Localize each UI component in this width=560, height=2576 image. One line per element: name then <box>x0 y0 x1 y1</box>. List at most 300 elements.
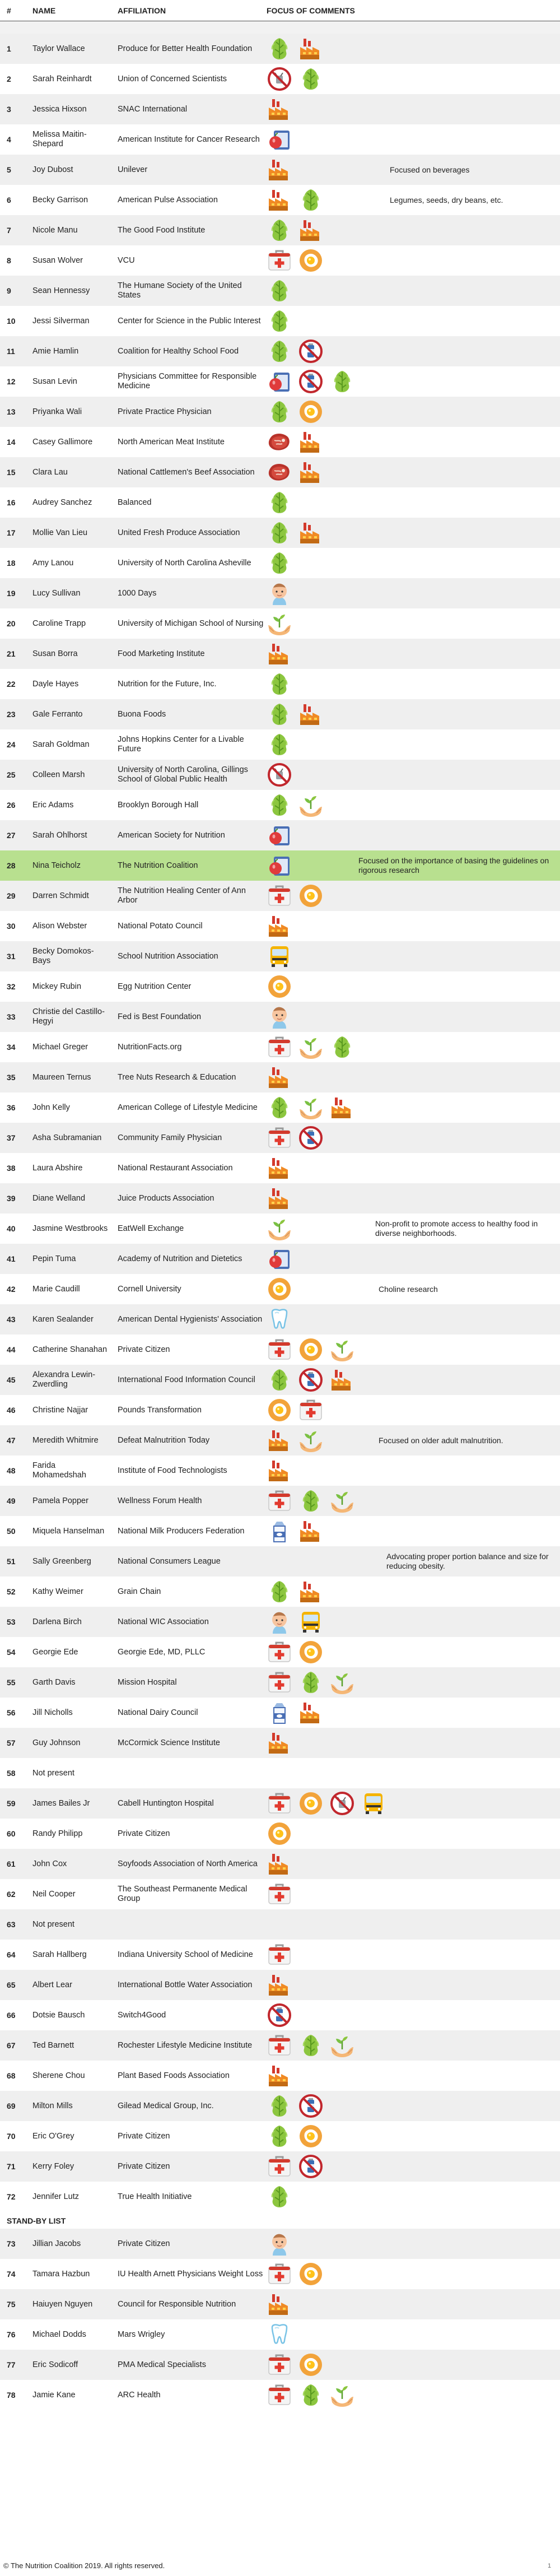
apple-tablet-icon <box>267 1246 292 1272</box>
row-number: 36 <box>7 1103 16 1112</box>
table-row <box>0 729 560 760</box>
row-number: 69 <box>7 2101 16 2110</box>
table-row <box>0 1728 560 1758</box>
speaker-name: Dayle Hayes <box>32 679 79 689</box>
row-number: 6 <box>7 196 11 204</box>
table-row <box>0 1062 560 1092</box>
no-entry-icon <box>267 66 292 92</box>
factory-icon <box>298 429 324 455</box>
table-row <box>0 820 560 850</box>
speaker-name: Pamela Popper <box>32 1496 88 1505</box>
focus-icons <box>267 368 355 396</box>
comment-note: Legumes, seeds, dry beans, etc. <box>390 195 503 204</box>
focus-icons <box>267 2260 324 2288</box>
table-row <box>0 1456 560 1486</box>
table-row <box>0 1002 560 1032</box>
speaker-name: James Bailes Jr <box>32 1798 90 1808</box>
speaker-affiliation: North American Meat Institute <box>118 437 225 447</box>
first-aid-kit-icon <box>267 1791 292 1816</box>
focus-icons <box>267 2062 292 2090</box>
apple-tablet-icon <box>267 127 292 152</box>
table-row <box>0 2289 560 2319</box>
lettuce-icon <box>329 369 355 394</box>
focus-icons <box>267 821 292 849</box>
row-number: 77 <box>7 2360 16 2369</box>
table-row <box>0 1607 560 1637</box>
apple-tablet-icon <box>267 369 292 394</box>
speaker-affiliation: Mission Hospital <box>118 1677 177 1687</box>
table-row <box>0 124 560 155</box>
first-aid-kit-icon <box>267 2382 292 2408</box>
lettuce-icon <box>298 2033 324 2058</box>
row-number: 51 <box>7 1557 16 1566</box>
comment-note: Focused on beverages <box>390 165 470 174</box>
row-number: 66 <box>7 2011 16 2020</box>
row-number: 12 <box>7 377 16 386</box>
focus-icons <box>267 761 292 789</box>
speaker-name: Nicole Manu <box>32 225 78 235</box>
speaker-affiliation: Private Citizen <box>118 1345 170 1354</box>
apple-tablet-icon <box>267 853 292 878</box>
first-aid-kit-icon <box>267 1639 292 1665</box>
first-aid-kit-icon <box>267 2352 292 2378</box>
table-row <box>0 2182 560 2212</box>
no-soda-icon <box>298 1367 324 1393</box>
speaker-name: Asha Subramanian <box>32 1133 102 1142</box>
table-row <box>0 276 560 306</box>
factory-icon <box>267 1428 292 1453</box>
table-row <box>0 548 560 578</box>
no-soda-icon <box>298 2154 324 2179</box>
speaker-name: Becky Garrison <box>32 195 88 204</box>
table-row <box>0 1577 560 1607</box>
focus-icons <box>267 519 324 547</box>
speaker-affiliation: Georgie Ede, MD, PLLC <box>118 1647 206 1657</box>
table-row <box>0 34 560 64</box>
speaker-affiliation: IU Health Arnett Physicians Weight Loss <box>118 2269 263 2279</box>
speaker-affiliation: International Food Information Council <box>118 1375 255 1384</box>
lettuce-icon <box>267 36 292 62</box>
speaker-name: Gale Ferranto <box>32 709 83 719</box>
row-number: 15 <box>7 468 16 477</box>
apple-tablet-icon <box>267 822 292 848</box>
factory-icon <box>298 701 324 727</box>
row-number: 58 <box>7 1769 16 1778</box>
row-number: 1 <box>7 44 11 53</box>
lettuce-icon <box>298 1488 324 1514</box>
row-number: 27 <box>7 831 16 840</box>
focus-icons <box>267 458 324 486</box>
focus-icons <box>267 882 324 910</box>
speaker-name: Not present <box>32 1768 74 1778</box>
row-number: 41 <box>7 1254 16 1263</box>
fried-egg-icon <box>267 1397 292 1423</box>
speaker-name: Susan Borra <box>32 649 78 658</box>
fried-egg-icon <box>298 399 324 425</box>
focus-icons <box>267 670 292 698</box>
speaker-name: Susan Wolver <box>32 255 83 265</box>
focus-icons <box>267 2122 324 2150</box>
table-row <box>0 1395 560 1425</box>
lettuce-icon <box>267 1579 292 1605</box>
row-number: 56 <box>7 1708 16 1717</box>
first-aid-kit-icon <box>267 1942 292 1968</box>
no-entry-icon <box>267 762 292 788</box>
focus-icons <box>267 337 324 365</box>
speaker-affiliation: Plant Based Foods Association <box>118 2071 230 2080</box>
row-number: 74 <box>7 2270 16 2279</box>
speaker-name: Sarah Goldman <box>32 740 90 749</box>
speaker-affiliation: American Institute for Cancer Research <box>118 134 260 144</box>
focus-icons <box>267 1638 324 1666</box>
table-row <box>0 2061 560 2091</box>
table-row <box>0 457 560 487</box>
focus-icons <box>267 2092 324 2120</box>
table-row <box>0 1698 560 1728</box>
speaker-affiliation: The Nutrition Coalition <box>118 861 198 870</box>
focus-icons <box>267 1154 292 1182</box>
no-soda-icon <box>298 1125 324 1151</box>
speaker-name: Sarah Ohlhorst <box>32 830 87 840</box>
focus-icons <box>267 942 292 970</box>
no-entry-icon <box>329 1791 355 1816</box>
row-number: 42 <box>7 1285 16 1294</box>
speaker-name: Kathy Weimer <box>32 1587 83 1596</box>
focus-icons <box>267 2152 324 2180</box>
table-row <box>0 185 560 215</box>
row-number: 34 <box>7 1043 16 1052</box>
table-row <box>0 1486 560 1516</box>
speaker-affiliation: Institute of Food Technologists <box>118 1466 227 1475</box>
focus-icons <box>267 549 292 577</box>
speaker-affiliation: Community Family Physician <box>118 1133 222 1142</box>
no-soda-icon <box>298 369 324 394</box>
table-row <box>0 881 560 911</box>
speaker-name: Sarah Reinhardt <box>32 74 92 83</box>
table-row <box>0 1183 560 1213</box>
speaker-name: Garth Davis <box>32 1677 76 1687</box>
speaker-name: Jessi Silverman <box>32 316 90 326</box>
focus-icons <box>267 1820 292 1848</box>
focus-icons <box>267 398 324 426</box>
row-number: 68 <box>7 2071 16 2080</box>
first-aid-kit-icon <box>267 248 292 273</box>
fried-egg-icon <box>298 1337 324 1363</box>
row-number: 30 <box>7 922 16 931</box>
fried-egg-icon <box>298 2261 324 2287</box>
table-header <box>0 0 560 21</box>
row-number: 26 <box>7 801 16 810</box>
no-soda-icon <box>298 2093 324 2119</box>
speaker-name: Mickey Rubin <box>32 982 82 991</box>
speaker-affiliation: University of North Carolina Asheville <box>118 558 251 568</box>
focus-icons <box>267 1366 355 1394</box>
table-row <box>0 639 560 669</box>
row-number: 2 <box>7 75 11 83</box>
lettuce-icon <box>298 66 324 92</box>
header-spacer <box>0 21 560 34</box>
school-bus-icon <box>361 1791 386 1816</box>
col-focus-header: FOCUS OF COMMENTS <box>267 6 355 15</box>
row-number: 33 <box>7 1012 16 1021</box>
table-row <box>0 1879 560 1909</box>
focus-icons <box>267 1215 292 1243</box>
focus-icons <box>267 307 292 335</box>
lettuce-icon <box>267 1095 292 1120</box>
speaker-affiliation: American College of Lifestyle Medicine <box>118 1103 258 1112</box>
first-aid-kit-icon <box>267 883 292 909</box>
row-number: 65 <box>7 1980 16 1989</box>
focus-icons <box>267 1063 292 1091</box>
focus-icons <box>267 2321 292 2349</box>
speaker-name: Caroline Trapp <box>32 619 86 628</box>
lettuce-icon <box>267 278 292 304</box>
comment-note: Choline research <box>379 1284 438 1294</box>
factory-icon <box>267 157 292 183</box>
first-aid-kit-icon <box>267 1125 292 1151</box>
speaker-name: Becky Domokos-Bays <box>32 947 94 965</box>
factory-icon <box>267 913 292 939</box>
table-row <box>0 1092 560 1123</box>
first-aid-kit-icon <box>267 2033 292 2058</box>
table-row <box>0 1335 560 1365</box>
factory-icon <box>267 187 292 213</box>
lettuce-icon <box>267 732 292 757</box>
speaker-name: Amy Lanou <box>32 558 74 568</box>
speaker-affiliation: The Southeast Permanente Medical Group <box>118 1885 248 1903</box>
sprout-in-hands-icon <box>298 1095 324 1120</box>
row-number: 20 <box>7 619 16 628</box>
factory-icon <box>298 459 324 485</box>
sprout-in-hands-icon <box>329 1337 355 1363</box>
speaker-affiliation: Grain Chain <box>118 1587 161 1596</box>
table-row <box>0 2380 560 2410</box>
row-number: 55 <box>7 1678 16 1687</box>
row-number: 64 <box>7 1950 16 1959</box>
speaker-affiliation: University of North Carolina, Gillings School of Global Public Health <box>118 765 248 784</box>
row-number: 73 <box>7 2239 16 2248</box>
factory-icon <box>267 1730 292 1756</box>
factory-icon <box>298 36 324 62</box>
table-row <box>0 94 560 124</box>
row-number: 18 <box>7 559 16 568</box>
focus-icons <box>267 1275 292 1303</box>
lettuce-icon <box>298 2382 324 2408</box>
focus-icons <box>267 1457 292 1485</box>
factory-icon <box>267 641 292 667</box>
row-number: 38 <box>7 1164 16 1173</box>
factory-icon <box>267 1851 292 1877</box>
table-row <box>0 1667 560 1698</box>
row-number: 57 <box>7 1738 16 1747</box>
standby-list-heading <box>0 2212 560 2229</box>
row-number: 61 <box>7 1859 16 1868</box>
row-number: 32 <box>7 982 16 991</box>
focus-icons <box>267 1880 292 1908</box>
speaker-name: Randy Philipp <box>32 1829 83 1838</box>
table-row <box>0 2121 560 2151</box>
table-row <box>0 1940 560 1970</box>
table-row <box>0 306 560 336</box>
speaker-name: Georgie Ede <box>32 1647 78 1657</box>
speaker-affiliation: International Bottle Water Association <box>118 1980 253 1989</box>
speaker-affiliation: Cornell University <box>118 1284 181 1294</box>
table-row <box>0 911 560 941</box>
speaker-name: Jill Nicholls <box>32 1708 73 1717</box>
speaker-name: Lucy Sullivan <box>32 588 81 598</box>
row-number: 14 <box>7 438 16 447</box>
first-aid-kit-icon <box>267 2261 292 2287</box>
speaker-name: Alexandra Lewin-Zwerdling <box>32 1370 96 1389</box>
fried-egg-icon <box>267 1821 292 1847</box>
speaker-affiliation: Council for Responsible Nutrition <box>118 2299 236 2309</box>
focus-icons <box>267 1396 324 1424</box>
table-row <box>0 2151 560 2182</box>
speaker-affiliation: Center for Science in the Public Interest <box>118 316 261 326</box>
first-aid-kit-icon <box>298 1397 324 1423</box>
focus-icons <box>267 1336 355 1364</box>
speaker-affiliation: Wellness Forum Health <box>118 1496 202 1505</box>
focus-icons <box>267 1608 324 1636</box>
speaker-name: Audrey Sanchez <box>32 497 92 507</box>
table-row <box>0 1274 560 1304</box>
fried-egg-icon <box>267 1276 292 1302</box>
baby-icon <box>267 1609 292 1635</box>
speaker-name: Sarah Hallberg <box>32 1950 87 1959</box>
speaker-affiliation: National WIC Association <box>118 1617 209 1626</box>
tooth-icon <box>267 2322 292 2347</box>
speaker-affiliation: Brooklyn Borough Hall <box>118 800 199 810</box>
focus-icons <box>267 2230 292 2258</box>
speaker-name: Michael Greger <box>32 1042 88 1052</box>
focus-icons <box>267 95 292 123</box>
table-row <box>0 760 560 790</box>
speaker-affiliation: 1000 Days <box>118 588 157 598</box>
row-number: 47 <box>7 1436 16 1445</box>
fried-egg-icon <box>298 1639 324 1665</box>
focus-icons <box>267 791 324 819</box>
sprout-in-hands-icon <box>329 1670 355 1695</box>
focus-icons <box>267 1517 324 1545</box>
focus-icons <box>267 156 292 184</box>
speaker-affiliation: Rochester Lifestyle Medicine Institute <box>118 2040 253 2050</box>
table-row <box>0 669 560 699</box>
table-row <box>0 1123 560 1153</box>
table-row <box>0 699 560 729</box>
speaker-affiliation: McCormick Science Institute <box>118 1738 220 1747</box>
speaker-affiliation: The Nutrition Healing Center of Ann Arbor <box>118 886 246 905</box>
row-number: 35 <box>7 1073 16 1082</box>
factory-icon <box>329 1095 355 1120</box>
speaker-affiliation: The Humane Society of the United States <box>118 281 242 300</box>
first-aid-kit-icon <box>267 1034 292 1060</box>
focus-icons <box>267 2001 292 2029</box>
table-row <box>0 1637 560 1667</box>
speaker-affiliation: Johns Hopkins Center for a Livable Future <box>118 735 244 754</box>
row-number: 16 <box>7 498 16 507</box>
table-row <box>0 518 560 548</box>
focus-icons <box>267 1003 292 1031</box>
row-number: 22 <box>7 680 16 689</box>
table-row <box>0 941 560 971</box>
focus-icons <box>267 2290 292 2318</box>
speaker-affiliation: PMA Medical Specialists <box>118 2360 206 2369</box>
row-number: 60 <box>7 1829 16 1838</box>
sprout-in-hands-icon <box>329 2033 355 2058</box>
speaker-affiliation: National Restaurant Association <box>118 1163 233 1173</box>
speaker-affiliation: American Pulse Association <box>118 195 218 204</box>
speaker-affiliation: University of Michigan School of Nursing <box>118 619 264 628</box>
speaker-affiliation: National Dairy Council <box>118 1708 198 1717</box>
speaker-name: Christie del Castillo-Hegyi <box>32 1007 105 1026</box>
row-number: 9 <box>7 286 11 295</box>
table-row <box>0 64 560 94</box>
speaker-affiliation: Balanced <box>118 497 152 507</box>
speaker-affiliation: Private Citizen <box>118 2131 170 2141</box>
speaker-name: Haiuyen Nguyen <box>32 2299 93 2309</box>
speaker-affiliation: Coalition for Healthy School Food <box>118 346 239 356</box>
col-number-header: # <box>7 6 11 15</box>
focus-icons <box>267 216 324 244</box>
row-number: 78 <box>7 2391 16 2400</box>
speaker-affiliation: National Cattlemen's Beef Association <box>118 467 255 477</box>
speaker-name: Milton Mills <box>32 2101 73 2110</box>
table-row <box>0 578 560 608</box>
factory-icon <box>267 1972 292 1998</box>
speaker-affiliation: True Health Initiative <box>118 2192 192 2201</box>
focus-icons <box>267 1094 355 1122</box>
speaker-affiliation: Buona Foods <box>118 709 166 719</box>
table-row <box>0 1032 560 1062</box>
sprout-in-hands-icon <box>329 2382 355 2408</box>
speaker-affiliation <box>118 1909 264 1940</box>
focus-icons <box>267 186 324 214</box>
speaker-affiliation: Egg Nutrition Center <box>118 982 192 991</box>
speaker-name: Jillian Jacobs <box>32 2239 81 2248</box>
school-bus-icon <box>298 1609 324 1635</box>
speaker-affiliation: Unilever <box>118 165 148 174</box>
focus-icons <box>267 640 292 668</box>
speaker-affiliation: Private Citizen <box>118 2239 170 2248</box>
baby-icon <box>267 2231 292 2257</box>
first-aid-kit-icon <box>267 1488 292 1514</box>
comment-note: Focused on the importance of basing the guidelines on rigorous research <box>358 856 549 875</box>
focus-icons <box>267 1426 324 1454</box>
focus-icons <box>267 2031 355 2059</box>
speaker-affiliation: Nutrition for the Future, Inc. <box>118 679 217 689</box>
speaker-affiliation: National Potato Council <box>118 921 203 931</box>
speaker-name: Jasmine Westbrooks <box>32 1224 108 1233</box>
sprout-in-hands-icon <box>267 611 292 636</box>
speaker-name: Catherine Shanahan <box>32 1345 108 1354</box>
speaker-name: Clara Lau <box>32 467 68 477</box>
lettuce-icon <box>267 2123 292 2149</box>
table-row <box>0 366 560 397</box>
steak-icon <box>267 459 292 485</box>
first-aid-kit-icon <box>267 1337 292 1363</box>
table-row <box>0 1153 560 1183</box>
lettuce-icon <box>267 701 292 727</box>
row-number: 13 <box>7 407 16 416</box>
table-row <box>0 397 560 427</box>
speaker-name: Guy Johnson <box>32 1738 81 1747</box>
lettuce-icon <box>267 308 292 334</box>
speaker-affiliation: National Consumers League <box>118 1556 221 1566</box>
speaker-name: Colleen Marsh <box>32 770 85 779</box>
speaker-affiliation <box>118 1758 264 1788</box>
lettuce-icon <box>267 792 292 818</box>
row-number: 62 <box>7 1890 16 1899</box>
